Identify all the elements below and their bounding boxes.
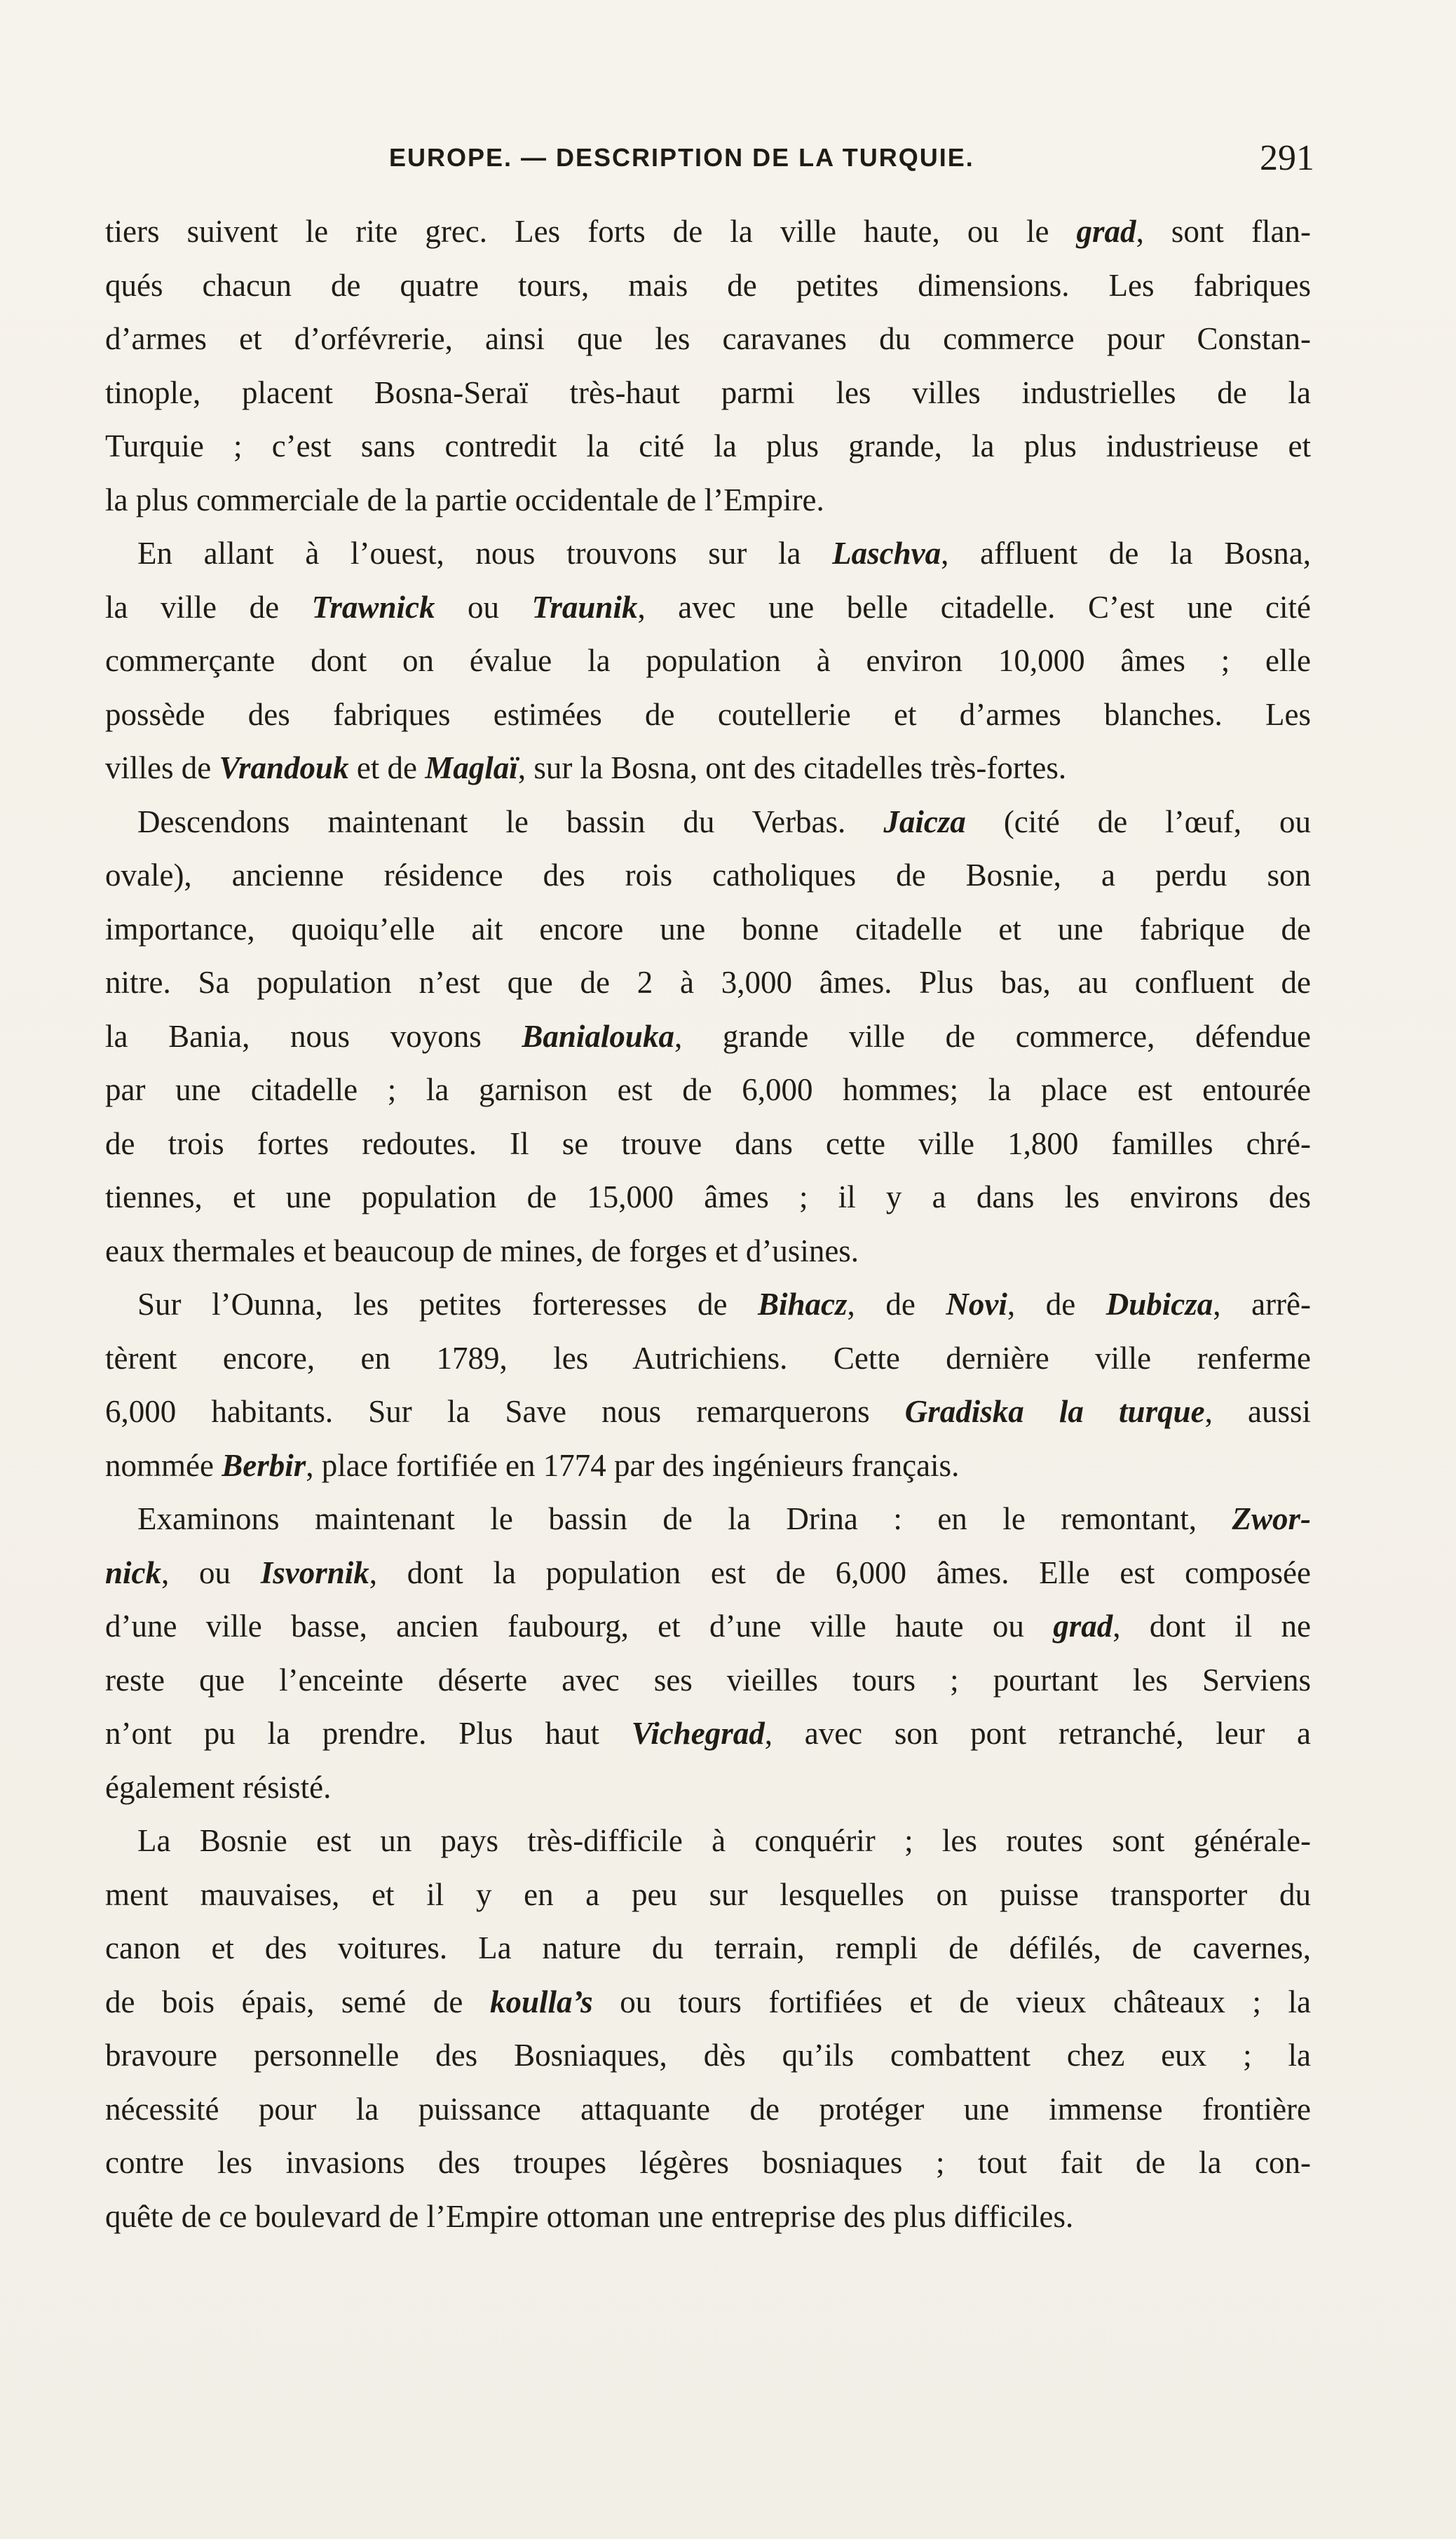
italic-term: Vichegrad (631, 1716, 765, 1751)
text-line (105, 1599, 1311, 1653)
text-line (105, 741, 1311, 795)
text-run: (cité de l’œuf, ou (965, 804, 1311, 839)
text-run: , avec son pont retranché, leur a (764, 1716, 1311, 1751)
text-run: Turquie ; c’est sans contredit la cité la plus grande, la plus industrieuse et (105, 428, 1311, 463)
text-run: , ou (161, 1555, 261, 1590)
text-line (105, 1439, 1311, 1493)
text-run: Examinons maintenant le bassin de la Drina : en le remontant, (137, 1501, 1232, 1536)
text-run: bravoure personnelle des Bosniaques, dès qu’ils combattent chez eux ; la (105, 2038, 1311, 2073)
text-run: 6,000 habitants. Sur la Save nous remarquerons (105, 1394, 905, 1429)
italic-term: grad (1053, 1609, 1113, 1644)
text-run: tinople, placent Bosna-Seraï très-haut parmi les villes industrielles de la (105, 374, 1311, 410)
text-run: , grande ville de commerce, défendue (674, 1018, 1311, 1054)
page-number: 291 (1260, 138, 1314, 178)
text-run: ment mauvaises, et il y en a peu sur lesquelles on puisse transporter du (105, 1876, 1311, 1912)
running-title: EUROPE. — DESCRIPTION DE LA TURQUIE. (389, 143, 974, 172)
italic-term: nick (105, 1555, 162, 1590)
page-header (389, 137, 1314, 180)
text-line (105, 634, 1311, 688)
text-run: la plus commerciale de la partie occidentale de l’Empire. (105, 482, 824, 517)
text-run: d’une ville basse, ancien faubourg, et d’une ville haute ou (105, 1609, 1054, 1644)
text-run: nécessité pour la puissance attaquante de protéger une immense frontière (105, 2091, 1311, 2127)
text-run: , sont flan- (1136, 214, 1311, 249)
text-line (105, 473, 1311, 527)
text-line (105, 1814, 1311, 1868)
italic-term: Banialouka (522, 1018, 674, 1054)
text-line (105, 2190, 1311, 2244)
text-line (105, 1492, 1311, 1546)
italic-term: koulla’s (489, 1984, 593, 2019)
text-line (105, 1975, 1311, 2029)
text-run: canon et des voitures. La nature du terrain, rempli de défilés, de cavernes, (105, 1930, 1311, 1965)
text-run: possède des fabriques estimées de coutellerie et d’armes blanches. Les (105, 696, 1311, 732)
body-text (105, 205, 1311, 2243)
text-line (105, 1278, 1311, 1332)
text-run: quête de ce boulevard de l’Empire ottoman une entreprise des plus difficiles. (105, 2198, 1074, 2234)
italic-term: Bihacz (758, 1287, 848, 1322)
text-run: la Bania, nous voyons (105, 1018, 522, 1054)
text-line (105, 1653, 1311, 1707)
text-run: par une citadelle ; la garnison est de 6,000 hommes; la place est entourée (105, 1072, 1311, 1107)
text-run: , place fortifiée en 1774 par des ingénieurs français. (306, 1447, 960, 1483)
text-line (105, 366, 1311, 420)
text-line (105, 848, 1311, 902)
text-line (105, 1063, 1311, 1117)
text-line (105, 1921, 1311, 1975)
text-line (105, 1385, 1311, 1439)
italic-term: Isvornik (260, 1555, 369, 1590)
italic-term: Dubicza (1105, 1287, 1213, 1322)
text-run: Descendons maintenant le bassin du Verbas. (137, 804, 884, 839)
text-run: n’ont pu la prendre. Plus haut (105, 1716, 632, 1751)
text-run: et de (348, 750, 426, 785)
text-run: la ville de (105, 589, 312, 625)
text-line (105, 2136, 1311, 2190)
text-run: reste que l’enceinte déserte avec ses vieilles tours ; pourtant les Serviens (105, 1662, 1311, 1698)
text-run: La Bosnie est un pays très-difficile à conquérir ; les routes sont générale- (137, 1823, 1311, 1858)
text-run: ou (435, 589, 532, 625)
text-run: tiennes, et une population de 15,000 âmes ; il y a dans les environs des (105, 1179, 1311, 1214)
text-run: , arrê- (1213, 1287, 1312, 1322)
text-run: ou tours fortifiées et de vieux châteaux ; la (592, 1984, 1311, 2019)
text-run: tèrent encore, en 1789, les Autrichiens. Cette dernière ville renferme (105, 1340, 1311, 1376)
text-run: également résisté. (105, 1769, 332, 1805)
text-run: contre les invasions des troupes légères bosniaques ; tout fait de la con- (105, 2145, 1311, 2180)
text-run: de bois épais, semé de (105, 1984, 490, 2019)
text-line (105, 1707, 1311, 1761)
text-line (105, 1868, 1311, 1922)
text-run: En allant à l’ouest, nous trouvons sur la (137, 536, 833, 571)
text-run: , sur la Bosna, ont des citadelles très-fortes. (517, 750, 1067, 785)
text-line (105, 1224, 1311, 1278)
text-run: , de (1007, 1287, 1106, 1322)
text-run: , de (847, 1287, 946, 1322)
text-line (105, 259, 1311, 313)
text-run: importance, quoiqu’elle ait encore une bonne citadelle et une fabrique de (105, 911, 1311, 947)
text-line (105, 688, 1311, 742)
text-run: , avec une belle citadelle. C’est une cité (637, 589, 1311, 625)
text-line (105, 2083, 1311, 2137)
text-run: tiers suivent le rite grec. Les forts de la ville haute, ou le (105, 214, 1077, 249)
italic-term: Jaicza (883, 804, 966, 839)
text-line (105, 902, 1311, 956)
text-run: Sur l’Ounna, les petites forteresses de (137, 1287, 758, 1322)
text-line (105, 956, 1311, 1010)
text-line (105, 527, 1311, 581)
text-line (105, 205, 1311, 259)
text-run: , aussi (1204, 1394, 1311, 1429)
italic-term: Gradiska la turque (904, 1394, 1205, 1429)
text-line (105, 581, 1311, 635)
italic-term: Novi (946, 1287, 1007, 1322)
italic-term: grad (1076, 214, 1136, 249)
text-run: ovale), ancienne résidence des rois catholiques de Bosnie, a perdu son (105, 858, 1311, 893)
text-run: commerçante dont on évalue la population à environ 10,000 âmes ; elle (105, 643, 1311, 678)
text-run: , dont il ne (1113, 1609, 1312, 1644)
text-line (105, 312, 1311, 366)
text-line (105, 1117, 1311, 1171)
text-line (105, 1010, 1311, 1064)
text-line (105, 2029, 1311, 2083)
text-line (105, 1761, 1311, 1815)
italic-term: Berbir (222, 1447, 306, 1483)
italic-term: Laschva (832, 536, 941, 571)
italic-term: Traunik (531, 589, 638, 625)
text-run: qués chacun de quatre tours, mais de petites dimensions. Les fabriques (105, 267, 1311, 303)
text-run: eaux thermales et beaucoup de mines, de forges et d’usines. (105, 1233, 859, 1268)
text-line (105, 419, 1311, 473)
text-line (105, 1546, 1311, 1600)
text-run: nommée (105, 1447, 222, 1483)
text-run: d’armes et d’orfévrerie, ainsi que les caravanes du commerce pour Constan- (105, 321, 1311, 356)
text-line (105, 795, 1311, 849)
text-line (105, 1170, 1311, 1224)
text-line (105, 1332, 1311, 1386)
italic-term: Zwor- (1232, 1501, 1311, 1536)
text-run: nitre. Sa population n’est que de 2 à 3,000 âmes. Plus bas, au confluent de (105, 965, 1311, 1000)
italic-term: Maglaï (425, 750, 518, 785)
text-run: villes de (105, 750, 219, 785)
text-run: , affluent de la Bosna, (941, 536, 1311, 571)
italic-term: Vrandouk (219, 750, 349, 785)
text-run: de trois fortes redoutes. Il se trouve dans cette ville 1,800 familles chré- (105, 1125, 1311, 1161)
italic-term: Trawnick (311, 589, 435, 625)
text-run: , dont la population est de 6,000 âmes. Elle est composée (369, 1555, 1311, 1590)
